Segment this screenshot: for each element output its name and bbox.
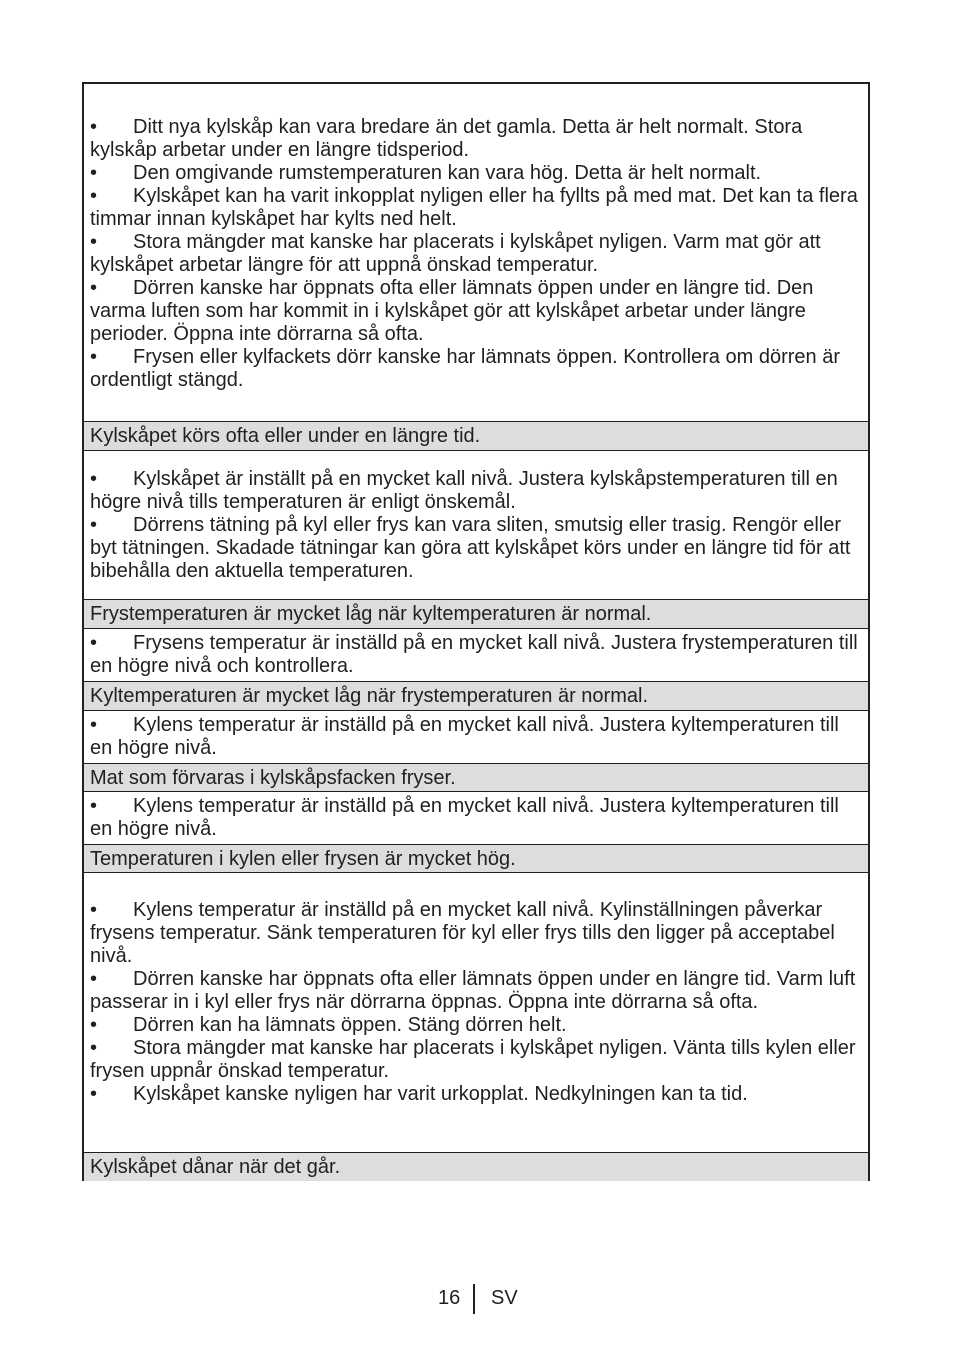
bullet-icon: • — [90, 162, 98, 184]
list-item: • Frysen eller kylfackets dörr kanske har lämnats öppen. Kontrollera om dörren är ordentligt stängd. — [90, 346, 840, 391]
list-item: • Stora mängder mat kanske har placerats i kylskåpet nyligen. Varm mat gör att kylskåpet arbetar längre för att uppnå önskad temperatur. — [90, 231, 821, 276]
bullet-list — [84, 632, 868, 678]
bullet-icon: • — [90, 632, 98, 654]
section-header: Kylskåpet dånar när det går. — [84, 1152, 868, 1181]
bullet-icon: • — [90, 185, 98, 207]
bullet-list — [84, 714, 868, 760]
bullet-icon: • — [90, 714, 98, 736]
section-body — [84, 629, 868, 681]
bullet-icon: • — [90, 1083, 98, 1105]
bullet-list — [84, 795, 868, 841]
section-body — [84, 873, 868, 1152]
bullet-icon: • — [90, 514, 98, 536]
list-item: • Ditt nya kylskåp kan vara bredare än det gamla. Detta är helt normalt. Stora kylskåp arbetar under en längre tidsperiod. — [90, 116, 803, 161]
troubleshooting-table — [82, 82, 870, 1181]
page-footer — [0, 1284, 954, 1316]
list-item: • Kylens temperatur är inställd på en mycket kall nivå. Justera kyltemperaturen till en högre nivå. — [90, 795, 839, 840]
section-header: Frystemperaturen är mycket låg när kyltemperaturen är normal. — [84, 599, 868, 629]
bullet-icon: • — [90, 346, 98, 368]
bullet-icon: • — [90, 116, 98, 138]
bullet-list — [84, 899, 868, 1106]
bullet-list — [84, 116, 868, 392]
section-header: Kyltemperaturen är mycket låg när frystemperaturen är normal. — [84, 681, 868, 711]
page-number: 16 — [438, 1287, 461, 1309]
list-item: • Kylskåpet är inställt på en mycket kall nivå. Justera kylskåpstemperaturen till en högre nivå tills temperaturen är enligt önskemål. — [90, 468, 838, 513]
list-item: • Dörren kanske har öppnats ofta eller lämnats öppen under en längre tid. Varm luft passerar in i kyl eller frys när dörrarna öppnas. Öppna inte dörrarna så ofta. — [90, 968, 856, 1013]
list-item: • Den omgivande rumstemperaturen kan vara hög. Detta är helt normalt. — [90, 162, 762, 184]
bullet-icon: • — [90, 968, 98, 990]
bullet-icon: • — [90, 1014, 98, 1036]
bullet-icon: • — [90, 795, 98, 817]
list-item: • Kylens temperatur är inställd på en mycket kall nivå. Justera kyltemperaturen till en högre nivå. — [90, 714, 839, 759]
list-item: • Stora mängder mat kanske har placerats i kylskåpet nyligen. Vänta tills kylen eller frysen uppnår önskad temperatur. — [90, 1037, 856, 1082]
section-header: Kylskåpet körs ofta eller under en längre tid. — [84, 421, 868, 451]
list-item: • Dörrens tätning på kyl eller frys kan vara sliten, smutsig eller trasig. Rengör eller byt tätningen. Skadade tätningar kan göra att kylskåpet körs under en längre tid för att bibehålla den aktuella temperaturen. — [90, 514, 851, 582]
list-item: • Frysens temperatur är inställd på en mycket kall nivå. Justera frystemperaturen till en högre nivå och kontrollera. — [90, 632, 858, 677]
list-item: • Dörren kanske har öppnats ofta eller lämnats öppen under en längre tid. Den varma luften som har kommit in i kylskåpet gör att kylskåpet arbetar under längre perioder. Öppna inte dörrarna så ofta. — [90, 277, 814, 345]
section-body — [84, 792, 868, 844]
footer-divider — [473, 1284, 475, 1314]
bullet-list — [84, 468, 868, 583]
language-code: SV — [491, 1287, 518, 1309]
bullet-icon: • — [90, 231, 98, 253]
list-item: • Kylskåpet kan ha varit inkopplat nyligen eller ha fyllts på med mat. Det kan ta flera timmar innan kylskåpet har kylts ned helt. — [90, 185, 858, 230]
bullet-icon: • — [90, 1037, 98, 1059]
section-body — [84, 711, 868, 763]
section-header: Temperaturen i kylen eller frysen är mycket hög. — [84, 844, 868, 873]
section-body — [84, 451, 868, 599]
section-header: Mat som förvaras i kylskåpsfacken fryser. — [84, 763, 868, 792]
list-item: • Dörren kan ha lämnats öppen. Stäng dörren helt. — [90, 1014, 567, 1036]
bullet-icon: • — [90, 899, 98, 921]
list-item: • Kylens temperatur är inställd på en mycket kall nivå. Kylinställningen påverkar frysens temperatur. Sänk temperaturen för kyl eller frys tills den ligger på acceptabel nivå. — [90, 899, 835, 967]
bullet-icon: • — [90, 468, 98, 490]
bullet-icon: • — [90, 277, 98, 299]
list-item: • Kylskåpet kanske nyligen har varit urkopplat. Nedkylningen kan ta tid. — [90, 1083, 748, 1105]
section-body — [84, 84, 868, 421]
